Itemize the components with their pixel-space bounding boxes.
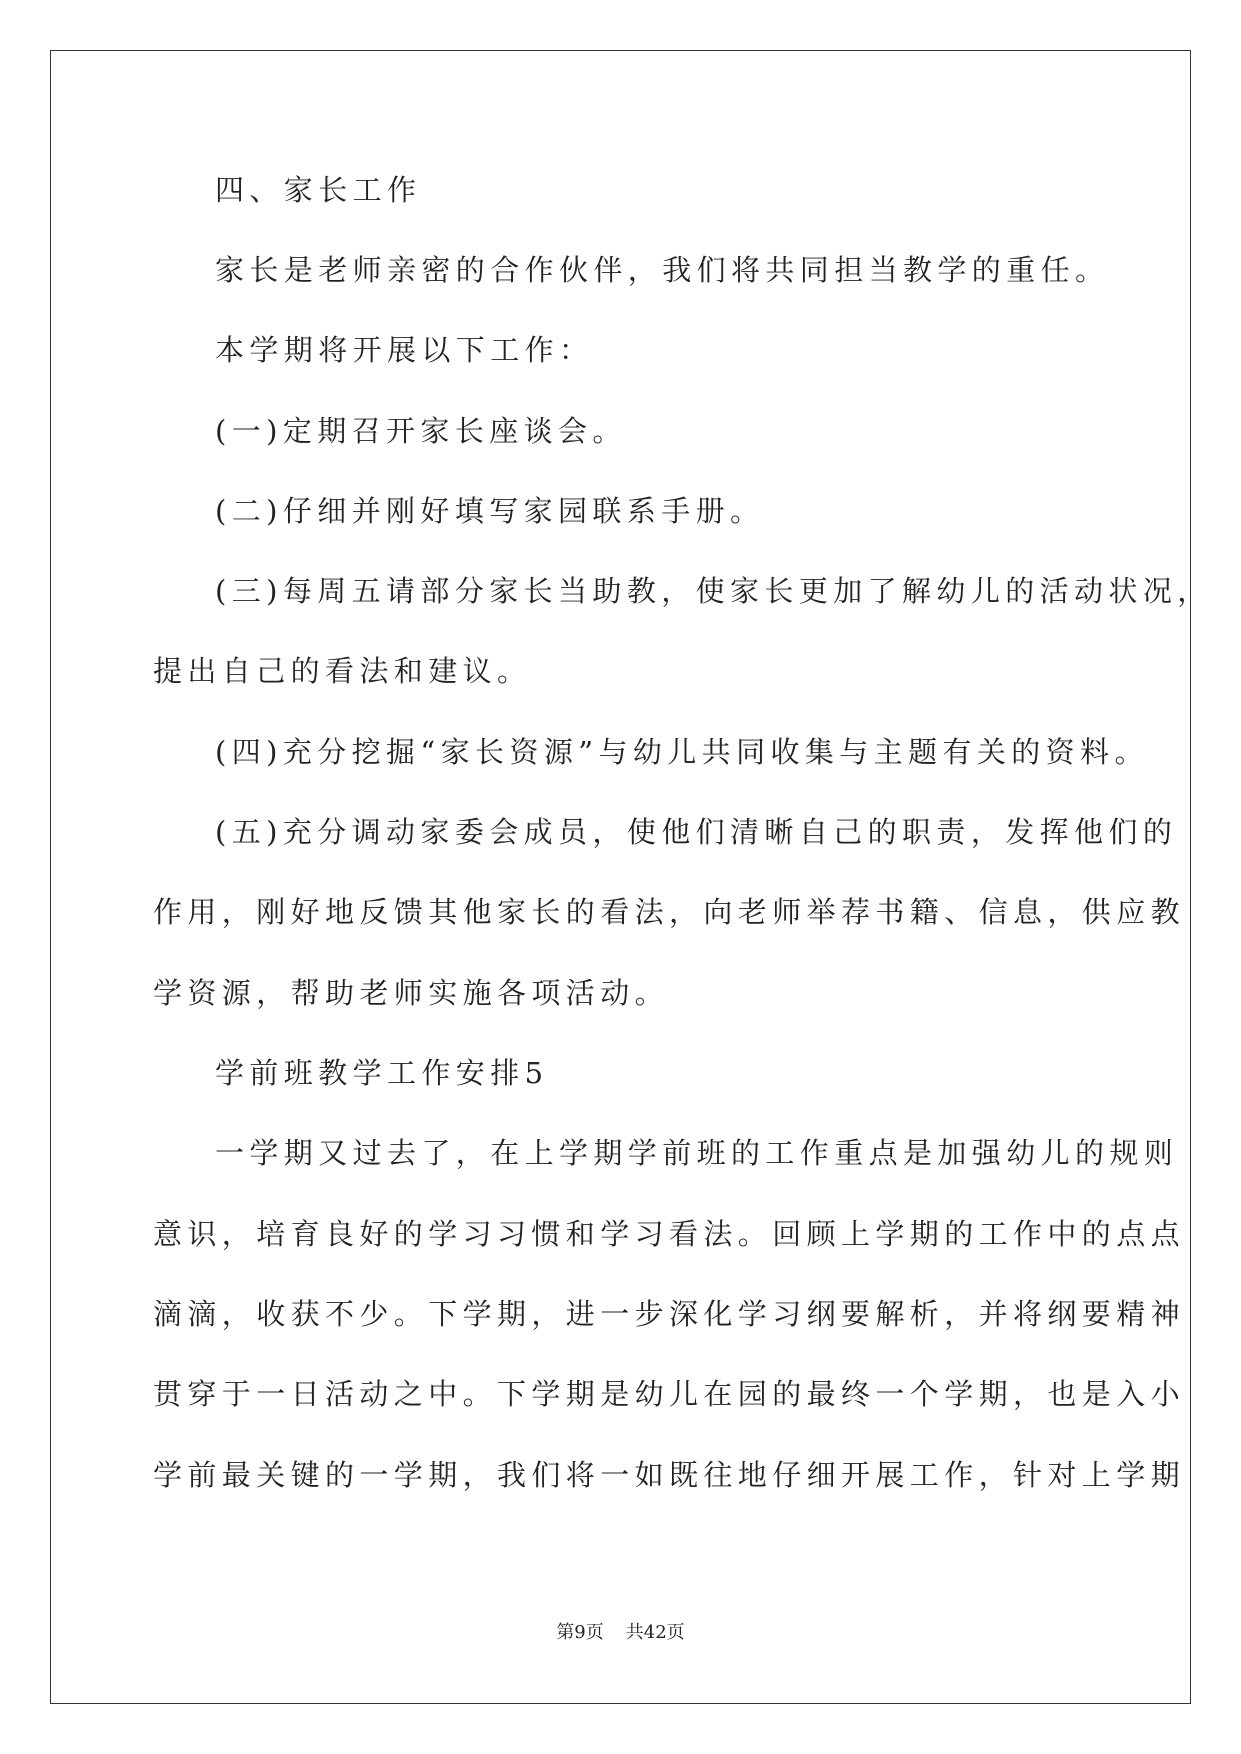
list-item: (三)每周五请部分家长当助教，使家长更加了解幼儿的活动状况，: [215, 574, 1212, 608]
paragraph-line: 本学期将开展以下工作：: [215, 333, 594, 367]
page-footer: [0, 1618, 1241, 1644]
paragraph-line: 学资源，帮助老师实施各项活动。: [153, 976, 670, 1010]
page-border: [50, 50, 1191, 1704]
section-heading: 四、家长工作: [215, 173, 422, 207]
paragraph-line: 家长是老师亲密的合作伙伴，我们将共同担当教学的重任。: [215, 253, 1110, 287]
paragraph-line: 贯穿于一日活动之中。下学期是幼儿在园的最终一个学期，也是入小: [153, 1377, 1186, 1411]
page-total: 共42页: [625, 1622, 685, 1643]
paragraph-line: 一学期又过去了，在上学期学前班的工作重点是加强幼儿的规则: [215, 1136, 1179, 1170]
list-item: (四)充分挖掘“家长资源”与幼儿共同收集与主题有关的资料。: [215, 735, 1149, 769]
section-heading: 学前班教学工作安排5: [215, 1056, 549, 1090]
paragraph-line: 滴滴，收获不少。下学期，进一步深化学习纲要解析，并将纲要精神: [153, 1297, 1186, 1331]
list-item: (五)充分调动家委会成员，使他们清晰自己的职责，发挥他们的: [215, 815, 1178, 849]
paragraph-line: 学前最关键的一学期，我们将一如既往地仔细开展工作，针对上学期: [153, 1458, 1186, 1492]
paragraph-line: 作用，刚好地反馈其他家长的看法，向老师举荐书籍、信息，供应教: [153, 895, 1186, 929]
list-item: (二)仔细并刚好填写家园联系手册。: [215, 494, 765, 528]
page-number: 第9页: [556, 1622, 604, 1643]
paragraph-line: 意识，培育良好的学习习惯和学习看法。回顾上学期的工作中的点点: [153, 1217, 1186, 1251]
list-item: (一)定期召开家长座谈会。: [215, 414, 627, 448]
paragraph-line: 提出自己的看法和建议。: [153, 654, 532, 688]
